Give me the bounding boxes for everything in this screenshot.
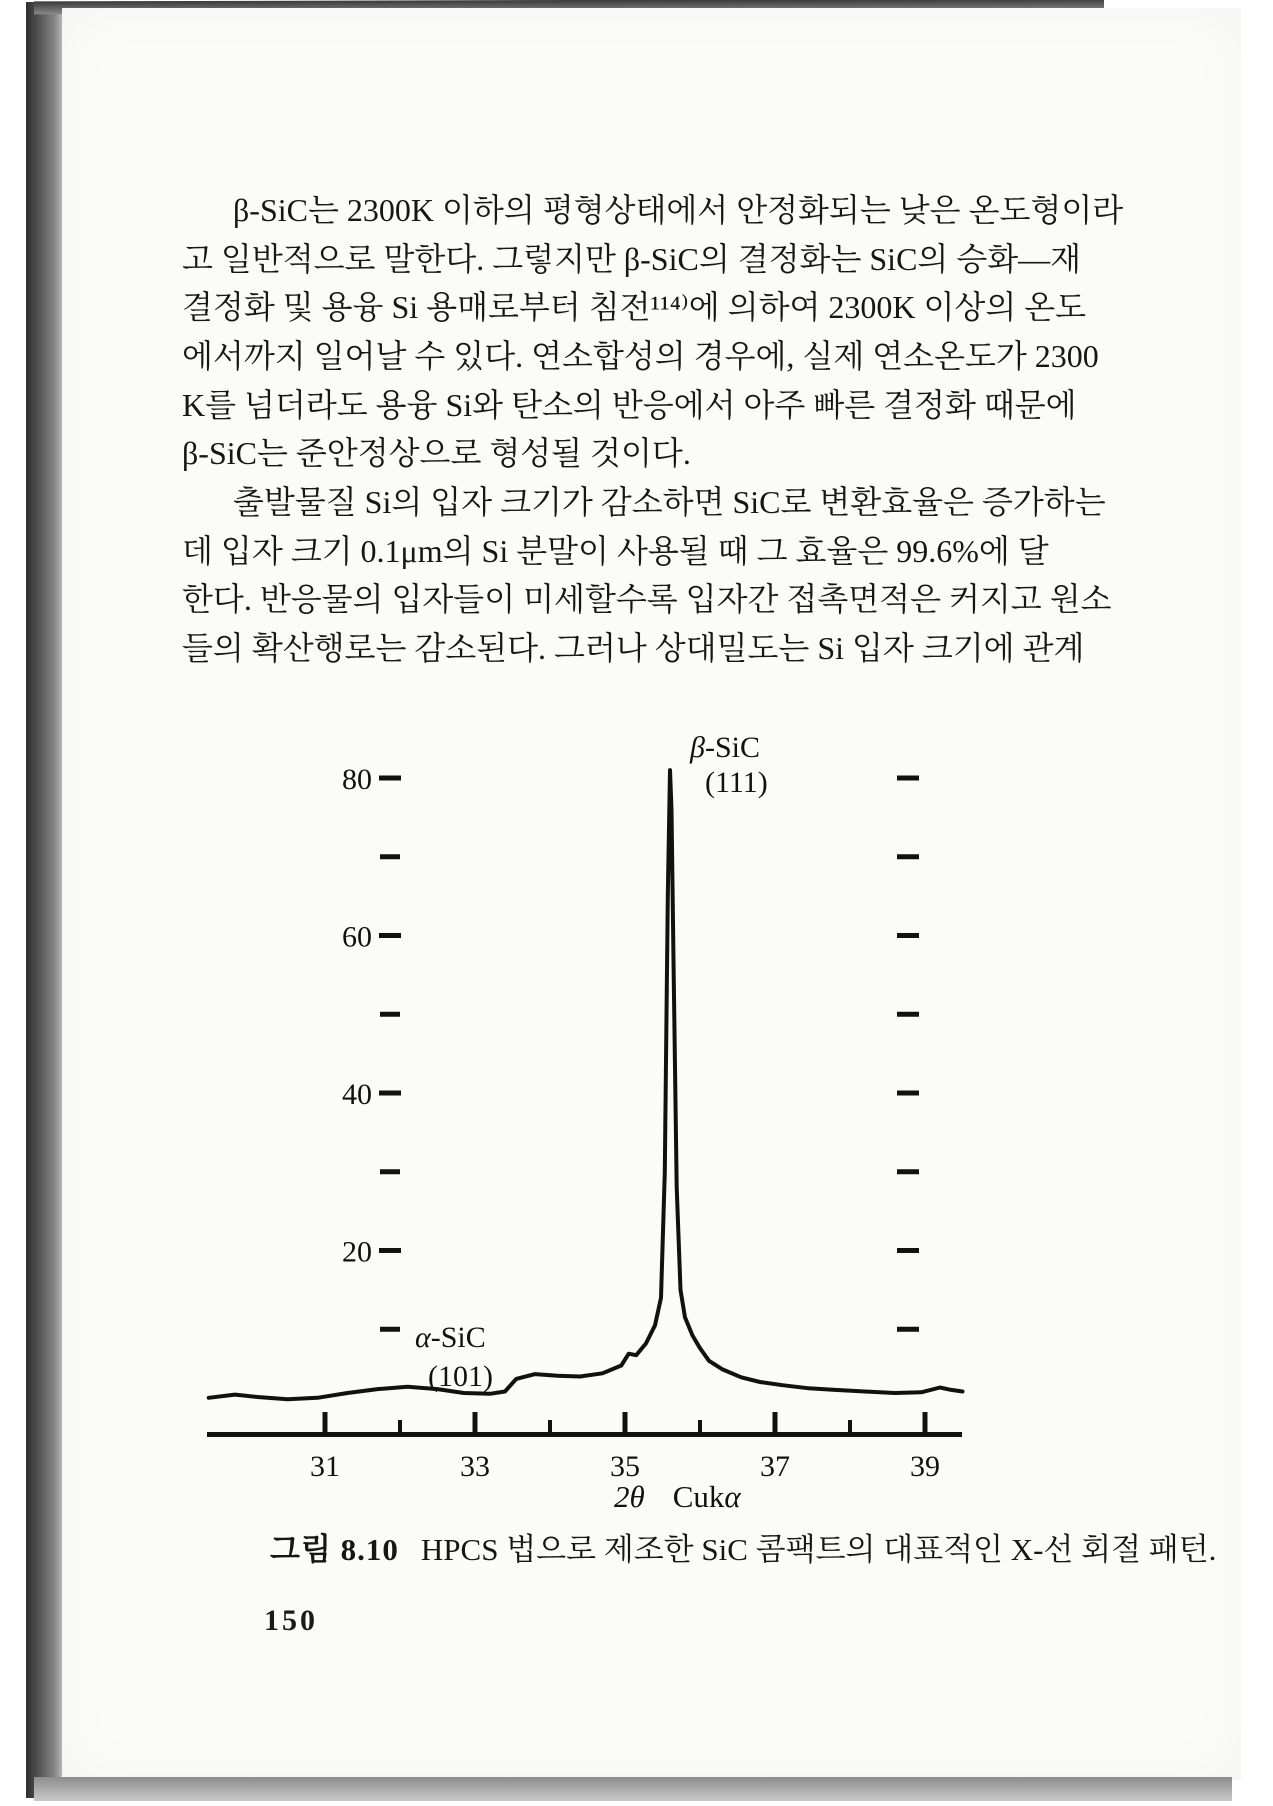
x-axis-tick-label: 37	[760, 1450, 790, 1483]
figure-caption-text: HPCS 법으로 제조한 SiC 콤팩트의 대표적인 X-선 회절 패턴.	[420, 1532, 1217, 1567]
page-number: 150	[264, 1604, 318, 1637]
book-left-edge	[26, 2, 64, 1798]
book-bottom-edge	[34, 1777, 1232, 1801]
paragraph-line: 출발물질 Si의 입자 크기가 감소하면 SiC로 변환효율은 증가하는	[233, 484, 1106, 520]
x-axis-tick-label: 31	[310, 1450, 340, 1483]
figure-caption-label: 그림 8.10	[270, 1532, 399, 1567]
x-axis-title: 2θ Cukα	[614, 1479, 741, 1514]
paragraph-line: 고 일반적으로 말한다. 그렇지만 β-SiC의 결정화는 SiC의 승화—재	[182, 241, 1082, 277]
paragraph-line: 에서까지 일어날 수 있다. 연소합성의 경우에, 실제 연소온도가 2300	[182, 338, 1099, 374]
paragraph-line: 데 입자 크기 0.1μm의 Si 분말이 사용될 때 그 효율은 99.6%에 달	[182, 533, 1049, 569]
x-axis-tick-label: 33	[460, 1450, 490, 1483]
y-axis-tick-label: 20	[342, 1235, 372, 1269]
paragraph-line: K를 넘더라도 용융 Si와 탄소의 반응에서 아주 빠른 결정화 때문에	[182, 387, 1077, 423]
y-axis-tick-label: 80	[342, 763, 372, 796]
beta-sic-plane-label: (111)	[705, 766, 768, 799]
y-axis-tick-label: 60	[342, 920, 372, 954]
beta-sic-peak-label: β-SiC	[690, 731, 760, 764]
alpha-sic-peak-label: α-SiC	[415, 1321, 486, 1354]
figure-caption	[270, 1524, 1217, 1569]
y-axis-tick-label: 40	[342, 1078, 372, 1111]
paragraph-line: β-SiC는 2300K 이하의 평형상태에서 안정화되는 낮은 온도형이라	[233, 192, 1124, 228]
x-axis-tick-label: 35	[610, 1450, 640, 1483]
paragraph-line: 한다. 반응물의 입자들이 미세할수록 입자간 접촉면적은 커지고 원소	[182, 581, 1112, 617]
paragraph-line: β-SiC는 준안정상으로 형성될 것이다.	[182, 435, 691, 471]
x-axis-tick-label: 39	[910, 1450, 940, 1483]
paragraph-line: 들의 확산행로는 감소된다. 그러나 상대밀도는 Si 입자 크기에 관계	[182, 630, 1085, 666]
alpha-sic-plane-label: (101)	[428, 1360, 493, 1393]
paragraph-line: 결정화 및 용융 Si 용매로부터 침전¹¹⁴⁾에 의하여 2300K 이상의 온도	[182, 289, 1087, 325]
